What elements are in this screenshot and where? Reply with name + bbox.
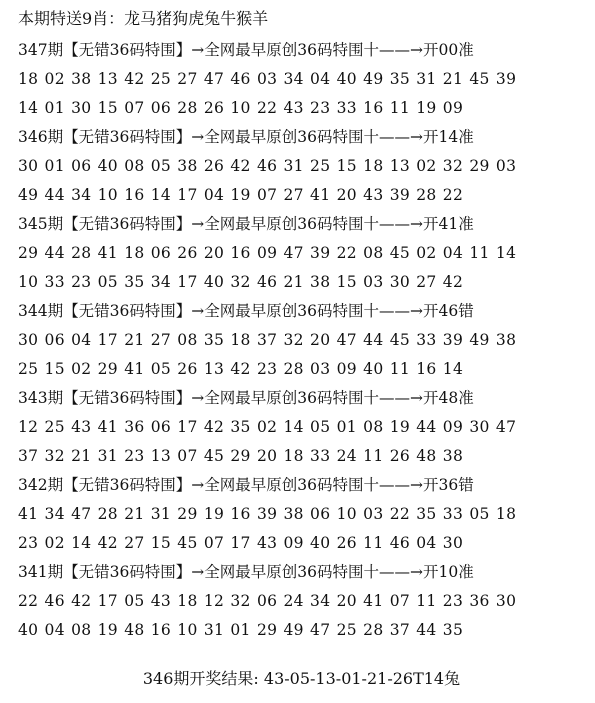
number-row: 41 34 47 28 21 31 29 19 16 39 38 06 10 03 22 35 33 05 18 (18, 505, 517, 523)
content (18, 0, 588, 645)
number-row: 40 04 08 19 48 16 10 31 01 29 49 47 25 28 37 44 35 (18, 621, 464, 639)
section-heading: 346期【无错36码特围】→全网最早原创36码特围十——→开14准 (18, 128, 474, 146)
section-heading: 343期【无错36码特围】→全网最早原创36码特围十——→开48准 (18, 389, 474, 407)
draw-result: 346期开奖结果: 43-05-13-01-21-26T14兔 (142, 669, 461, 688)
section-346 (18, 123, 588, 210)
section-341 (18, 558, 588, 645)
section-342 (18, 471, 588, 558)
number-row: 49 44 34 10 16 14 17 04 19 07 27 41 20 43 39 28 22 (18, 186, 464, 204)
section-heading: 344期【无错36码特围】→全网最早原创36码特围十——→开46错 (18, 302, 474, 320)
number-row: 30 06 04 17 21 27 08 35 18 37 32 20 47 44 45 33 39 49 38 (18, 331, 517, 349)
number-row: 14 01 30 15 07 06 28 26 10 22 43 23 33 16 11 19 09 (18, 99, 464, 117)
page-title: 本期特送9肖：龙马猪狗虎兔牛猴羊 (18, 9, 269, 28)
section-347 (18, 36, 588, 123)
number-row: 37 32 21 31 23 13 07 45 29 20 18 33 24 11 26 48 38 (18, 447, 464, 465)
section-heading: 341期【无错36码特围】→全网最早原创36码特围十——→开10准 (18, 563, 474, 581)
sections-list (18, 36, 588, 645)
section-345 (18, 210, 588, 297)
number-row: 22 46 42 17 05 43 18 12 32 06 24 34 20 41 07 11 23 36 30 (18, 592, 517, 610)
section-heading: 342期【无错36码特围】→全网最早原创36码特围十——→开36错 (18, 476, 474, 494)
number-row: 12 25 43 41 36 06 17 42 35 02 14 05 01 08 19 44 09 30 47 (18, 418, 517, 436)
number-row: 25 15 02 29 41 05 26 13 42 23 28 03 09 40 11 16 14 (18, 360, 464, 378)
number-row: 23 02 14 42 27 15 45 07 17 43 09 40 26 11 46 04 30 (18, 534, 464, 552)
number-row: 29 44 28 41 18 06 26 20 16 09 47 39 22 08 45 02 04 11 14 (18, 244, 517, 262)
number-row: 10 33 23 05 35 34 17 40 32 46 21 38 15 03 30 27 42 (18, 273, 464, 291)
section-344 (18, 297, 588, 384)
number-row: 18 02 38 13 42 25 27 47 46 03 34 04 40 49 35 31 21 45 39 (18, 70, 517, 88)
section-heading: 347期【无错36码特围】→全网最早原创36码特围十——→开00准 (18, 41, 474, 59)
section-heading: 345期【无错36码特围】→全网最早原创36码特围十——→开41准 (18, 215, 474, 233)
number-row: 30 01 06 40 08 05 38 26 42 46 31 25 15 18 13 02 32 29 03 (18, 157, 517, 175)
section-343 (18, 384, 588, 471)
